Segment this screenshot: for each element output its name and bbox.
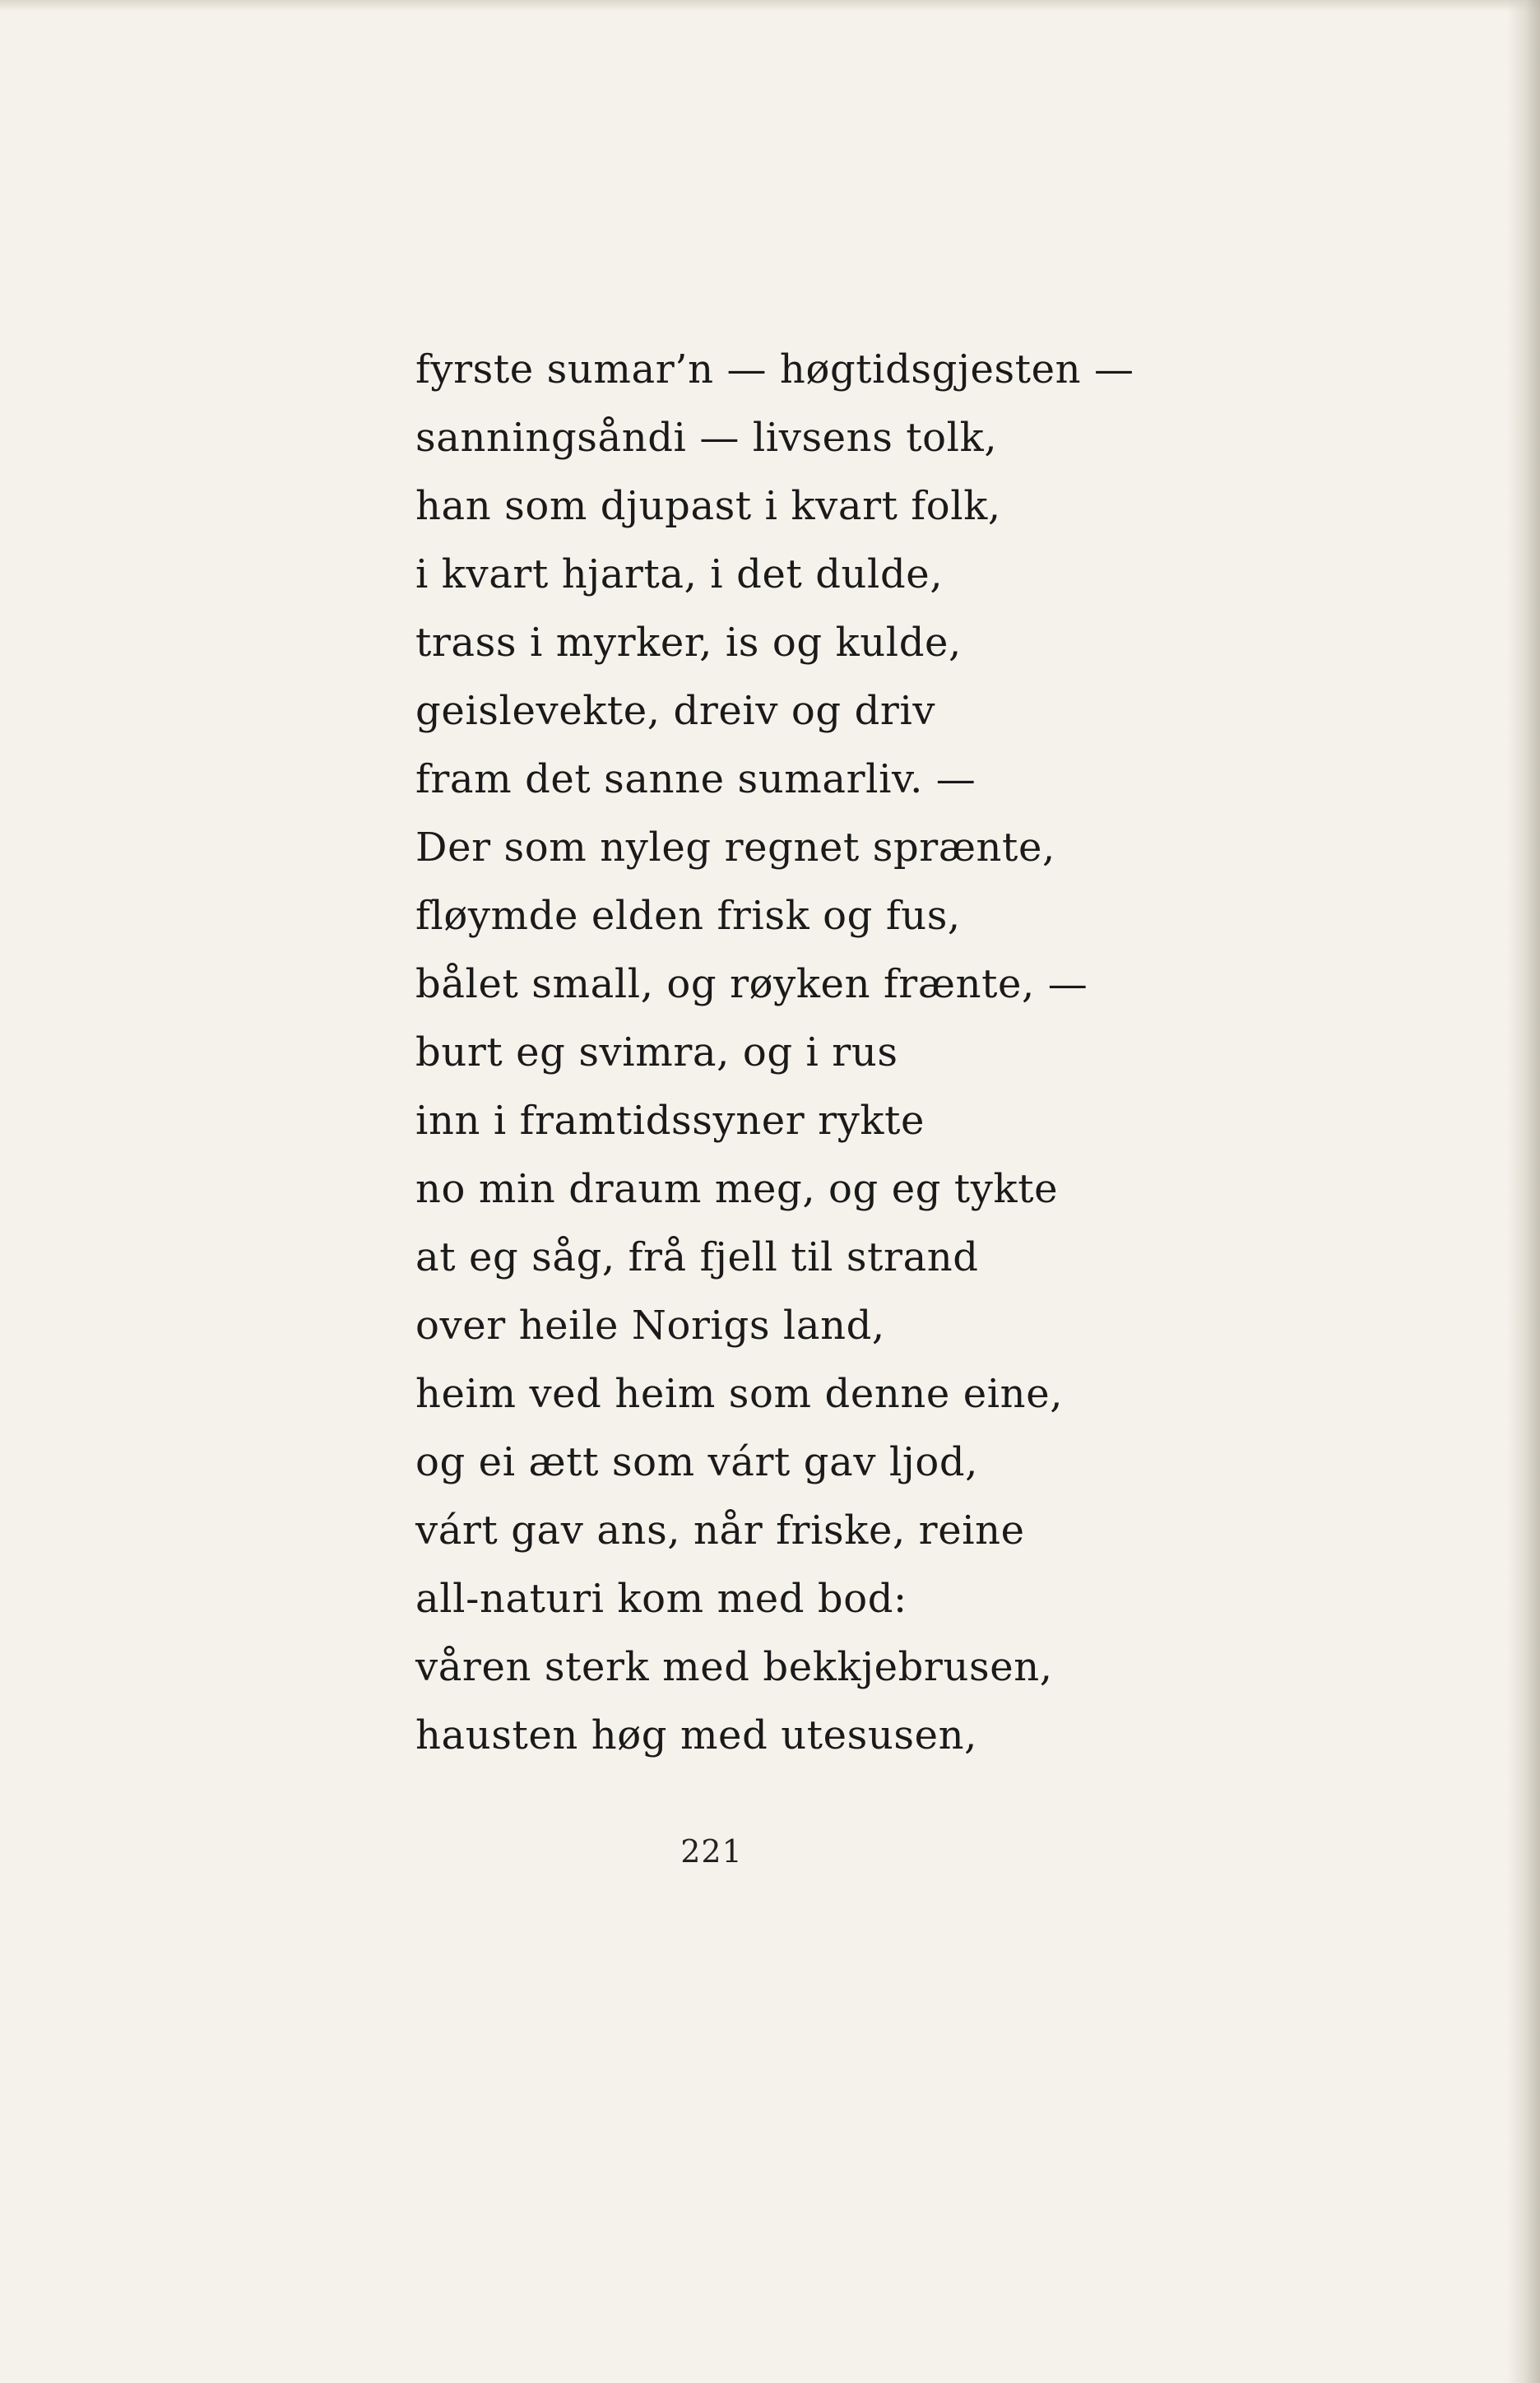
poem-line: Der som nyleg regnet sprænte,	[415, 825, 1055, 871]
poem-line: sanningsåndi — livsens tolk,	[415, 415, 998, 461]
poem-line: heim ved heim som denne eine,	[415, 1371, 1064, 1417]
poem-line: over heile Norigs land,	[415, 1303, 885, 1349]
poem-line: våren sterk med bekkjebrusen,	[415, 1644, 1053, 1690]
poem-line: og ei ætt som várt gav ljod,	[415, 1439, 979, 1485]
poem-line: fram det sanne sumarliv. —	[415, 756, 976, 802]
poem-line: at eg såg, frå fjell til strand	[415, 1234, 979, 1280]
poem-line: inn i framtidssyner rykte	[415, 1098, 925, 1144]
poem-line: all-naturi kom med bod:	[415, 1576, 907, 1622]
page-number: 221	[680, 1833, 743, 1870]
poem-line: fyrste sumar’n — høgtidsgjesten —	[415, 346, 1134, 393]
poem-line: han som djupast i kvart folk,	[415, 483, 1001, 529]
poem-text	[415, 336, 1238, 1770]
poem-line: bålet small, og røyken frænte, —	[415, 961, 1088, 1007]
poem-line: no min draum meg, og eg tykte	[415, 1166, 1059, 1212]
page-right-shadow	[1507, 0, 1540, 2383]
poem-line: trass i myrker, is og kulde,	[415, 620, 962, 666]
poem-line: geislevekte, dreiv og driv	[415, 688, 936, 734]
page-top-shadow	[0, 0, 1540, 12]
poem-line: i kvart hjarta, i det dulde,	[415, 551, 944, 597]
poem-line: fløymde elden frisk og fus,	[415, 893, 961, 939]
poem-line: burt eg svimra, og i rus	[415, 1029, 898, 1075]
poem-line: várt gav ans, når friske, reine	[415, 1507, 1025, 1554]
poem-line: hausten høg med utesusen,	[415, 1712, 978, 1758]
